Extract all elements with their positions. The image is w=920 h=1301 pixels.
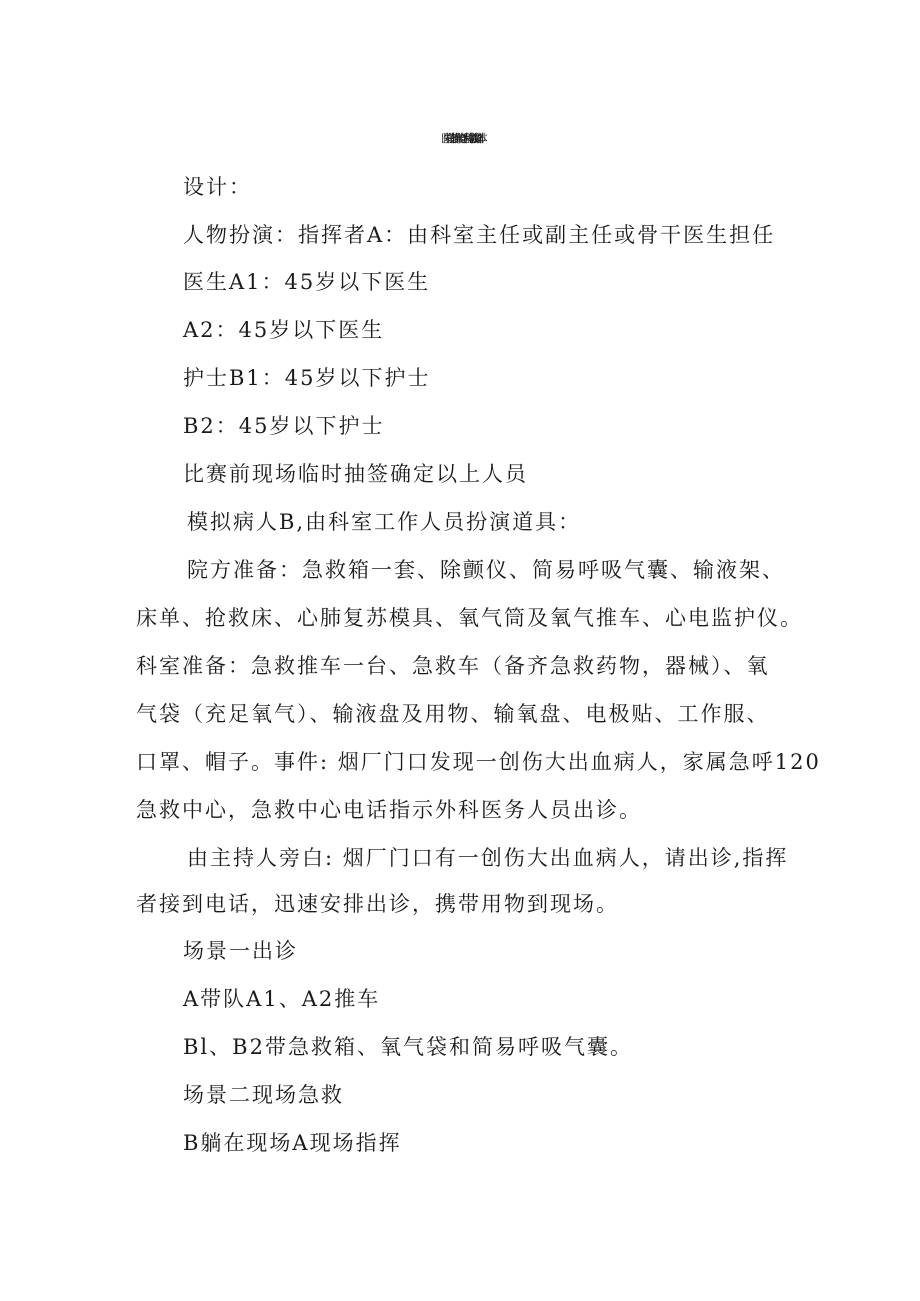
text-line-a-lead: A带队A1、A2推车 — [183, 987, 381, 1011]
document-title: 医院技能节操作比赛手术科室急救演练脚本 — [441, 132, 479, 145]
text-line-a2: A2：45岁以下医生 — [183, 318, 385, 342]
text-line-event: 口罩、帽子。事件: 烟厂门口发现一创伤大出血病人，家属急呼120 — [136, 750, 821, 774]
text-line-b-carry: Bl、B2带急救箱、氧气袋和简易呼吸气囊。 — [183, 1035, 633, 1059]
text-line-scene-two: 场景二现场急救 — [183, 1083, 344, 1107]
text-line-b2: B2：45岁以下护士 — [183, 414, 385, 438]
text-line-doctor-a1: 医生A1：45岁以下医生 — [183, 270, 431, 294]
text-line-dept-prep-cont: 气袋（充足氧气）、输液盘及用物、输氧盘、电极贴、工作服、 — [136, 702, 770, 726]
text-line-scene-one: 场景一出诊 — [183, 939, 298, 963]
text-line-dept-prep: 科室准备：急救推车一台、急救车（备齐急救药物，器械）、氧 — [136, 654, 770, 678]
text-line-nurse-b1: 护士B1：45岁以下护士 — [183, 366, 431, 390]
text-line-event-cont: 急救中心，急救中心电话指示外科医务人员出诊。 — [136, 798, 642, 822]
text-line-roles: 人物扮演：指挥者A：由科室主任或副主任或骨干医生担任 — [183, 223, 776, 247]
text-line-patient: 模拟病人B,由科室工作人员扮演道具： — [187, 510, 582, 534]
text-line-b-lying: B躺在现场A现场指挥 — [183, 1131, 402, 1155]
text-line-lottery: 比赛前现场临时抽签确定以上人员 — [183, 462, 528, 486]
text-line-design: 设计： — [183, 175, 252, 199]
text-line-hospital-prep: 院方准备：急救箱一套、除颤仪、简易呼吸气囊、输液架、 — [187, 558, 785, 582]
text-line-narration-cont: 者接到电话，迅速安排出诊，携带用物到现场。 — [136, 892, 619, 916]
text-line-narration: 由主持人旁白: 烟厂门口有一创伤大出血病人，请出诊,指挥 — [187, 846, 789, 870]
text-line-hospital-prep-cont: 床单、抢救床、心肺复苏模具、氧气筒及氧气推车、心电监护仪。 — [136, 606, 803, 630]
